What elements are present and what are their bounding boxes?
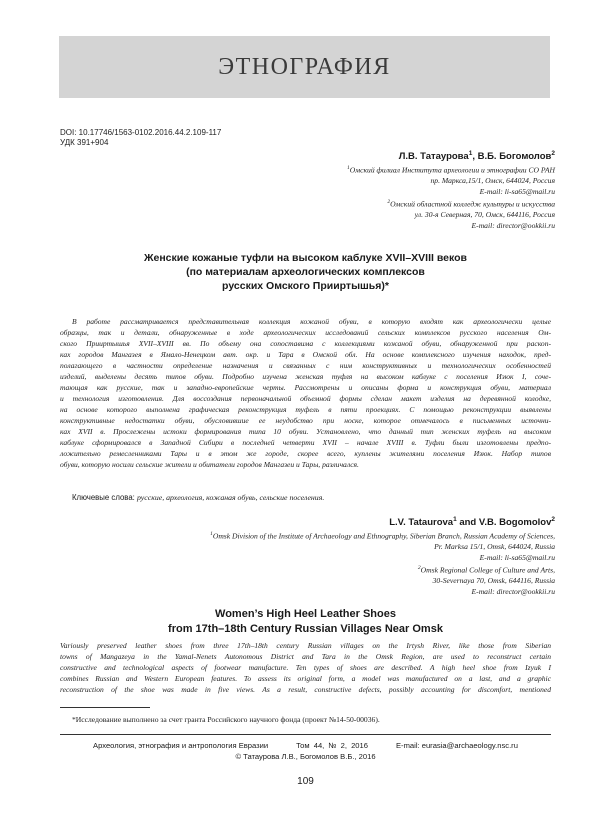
author-1-en: L.V. Tataurova bbox=[389, 517, 454, 529]
article-title-en bbox=[60, 607, 551, 636]
title-ru-line-2: (по материалам археологических комплексов bbox=[186, 266, 425, 278]
affiliation-en-email-1: E-mail: li-sa65@mail.ru bbox=[479, 552, 555, 562]
abstract-en-line: combines Russian and Western European features. To assess its original form, a model was manufactured on a last, and a graphic bbox=[60, 674, 551, 683]
affiliation-en bbox=[135, 529, 555, 598]
abstract-ru-line: ках городов Мангазея в Ямало-Ненецком авт. окр. и Тара в Омской обл. На основе комплексного изучения находок, пред- bbox=[60, 350, 551, 359]
journal-email: E-mail: eurasia@archaeology.nsc.ru bbox=[395, 741, 518, 750]
affiliation-en-sup-1: 1 bbox=[210, 531, 213, 537]
author-2-en-sup: 2 bbox=[551, 516, 555, 523]
authors-ru-separator: , bbox=[472, 151, 478, 163]
affiliation-en-line-2: Pr. Marksa 15/1, Omsk, 644024, Russia bbox=[434, 542, 555, 552]
affiliation-ru-email-1: E-mail: li-sa65@mail.ru bbox=[479, 186, 555, 196]
article-title-ru bbox=[60, 251, 551, 293]
copyright: © Татаурова Л.В., Богомолов В.Б., 2016 bbox=[235, 752, 376, 761]
affiliation-ru-sup-2: 2 bbox=[387, 199, 391, 206]
affiliation-en-line-5: 30-Severnaya 70, Omsk, 644116, Russia bbox=[432, 576, 555, 586]
author-1-ru: Л.В. Татаурова bbox=[398, 151, 469, 163]
abstract-ru-line: В работе рассматривается представительная коллекция кожаной обуви, в которую входят как археологически целые bbox=[72, 317, 551, 326]
abstract-en-line: Variously preserved leather shoes from three 17th–18th century Russian villages on the Irtysh River, like those from Siberian bbox=[60, 641, 551, 650]
abstract-ru-line: и технология изготовления. Для воссоздания первоначальной объемной формы сделан макет изделия на деревянной колодке, bbox=[60, 394, 551, 403]
abstract-ru-line: образцы, так и детали, обнаруженные в ходе археологических исследований сельских комплексов русского населения Ом- bbox=[60, 328, 551, 337]
affiliation-ru bbox=[235, 163, 555, 232]
footnote: *Исследование выполнено за счет гранта Российского научного фонда (проект №14-50-00036). bbox=[72, 715, 380, 724]
affiliation-ru-email-2: E-mail: director@ookkii.ru bbox=[471, 221, 555, 231]
abstract-ru-line: на основе которого выполнена графическая реконструкция туфель в пяти проекциях. С помощью реконструкции выявлены bbox=[60, 405, 551, 414]
footer-journal-line bbox=[60, 741, 551, 750]
affiliation-ru-sup-1: 1 bbox=[347, 165, 350, 171]
keywords-text: русские, археология, кожаная обувь, сельские поселения. bbox=[137, 493, 325, 502]
abstract-en-line: reconstruction of the shoe was made in five views. As a result, constructive defects, possibly accounting for discomfort, mentioned bbox=[60, 685, 551, 694]
abstract-ru-line: ках XVII в. Прослежены истоки формирования типа 10 обуви. Установлено, что данный тип женских туфель на высоком bbox=[60, 427, 551, 436]
keywords-label: Ключевые слова: bbox=[72, 493, 138, 502]
abstract-ru-line: каблуке сформировался в Западной Сибири в последней четверти XVII – начале XVIII в. Туфли были изготовлены предпо- bbox=[60, 438, 551, 447]
page-number: 109 bbox=[297, 776, 314, 787]
title-ru-line-3: русских Омского Прииртышья)* bbox=[222, 280, 389, 292]
affiliation-en-line-1 bbox=[135, 529, 555, 542]
title-en-line-2: from 17th–18th Century Russian Villages Near Omsk bbox=[168, 622, 443, 635]
author-1-ru-sup: 1 bbox=[468, 150, 473, 157]
affiliation-ru-line-1 bbox=[235, 163, 555, 176]
abstract-ru-line: полагающего в частности определение назначения и связанных с ним конструктивных и технологических особенностей bbox=[60, 361, 551, 370]
footnote-divider bbox=[60, 707, 150, 708]
affiliation-ru-org-1: Омский филиал Института археологии и этнографии СО РАН bbox=[349, 165, 555, 175]
affiliation-ru-org-2: Омский областной колледж культуры и искусства bbox=[390, 199, 555, 209]
keywords-ru bbox=[72, 493, 324, 502]
doi: DOI: 10.17746/1563-0102.2016.44.2.109-117 bbox=[60, 128, 222, 137]
abstract-ru-line: ского Прииртышья XVII–XVIII вв. По объему она сопоставима с коллекциями кожаной обуви, обнаруженной при раскоп- bbox=[60, 339, 551, 348]
abstract-ru-line: обуви, которую носили сельские жители и обитатели городов Мангазеи и Тары, различался. bbox=[60, 460, 359, 469]
affiliation-en-sup-2: 2 bbox=[417, 565, 421, 572]
title-en-line-1: Women’s High Heel Leather Shoes bbox=[215, 608, 396, 620]
journal-name: Археология, этнография и антропология Евразии bbox=[93, 741, 269, 750]
author-2-ru: В.Б. Богомолов bbox=[477, 151, 552, 163]
abstract-en-line: constructive and technological aspects of footwear manufacture. Ten types of shoes are described. A high heel shoe from Izyuk I bbox=[60, 663, 551, 672]
abstract-en bbox=[60, 640, 551, 695]
abstract-ru-line: ложительно ремесленниками Тары и в этом же городе, скорее всего, куплены жителями поселения Изюк. Набор типов bbox=[60, 449, 551, 458]
footer-divider bbox=[60, 734, 551, 735]
authors-en-separator: and bbox=[456, 517, 479, 529]
author-1-en-sup: 1 bbox=[453, 516, 457, 523]
abstract-ru-line: тающая как русские, так и западно-европейские черты. Рассмотрены и описаны форма и конструкция обуви, материал bbox=[60, 383, 551, 392]
section-banner bbox=[59, 36, 550, 98]
affiliation-en-org-1: Omsk Division of the Institute of Archaeology and Ethnography, Siberian Branch, Russian Academy of Sciences, bbox=[212, 531, 555, 541]
affiliation-ru-line-4 bbox=[235, 197, 555, 210]
authors-en bbox=[389, 516, 555, 528]
author-2-ru-sup: 2 bbox=[551, 150, 555, 157]
abstract-ru-line: изделий, выделены десять типов обуви. Подробно изучена женская туфля на высоком каблуке с поселения Изюк I, соче- bbox=[60, 372, 551, 381]
affiliation-en-email-2: E-mail: director@ookkii.ru bbox=[471, 587, 555, 597]
affiliation-en-org-2: Omsk Regional College of Culture and Arts, bbox=[420, 565, 555, 575]
affiliation-ru-line-5: ул. 30-я Северная, 70, Омск, 644116, Россия bbox=[414, 210, 555, 220]
abstract-en-line: towns of Mangazeya in the Yamal-Nenets Autonomous District and Tara in the Omsk Region, are used to reconstruct certain bbox=[60, 652, 551, 661]
abstract-ru-line: конструктивные недостатки обуви, обусловившие ее неудобство при носке, которое отмечалось в письменных источни- bbox=[60, 416, 551, 425]
affiliation-en-line-4 bbox=[135, 563, 555, 576]
authors-ru bbox=[399, 150, 555, 162]
abstract-ru bbox=[60, 316, 551, 470]
journal-volume: Том 44, № 2, 2016 bbox=[296, 741, 368, 750]
section-title: ЭТНОГРАФИЯ bbox=[218, 53, 391, 80]
affiliation-ru-line-2: пр. Маркса,15/1, Омск, 644024, Россия bbox=[430, 176, 555, 186]
title-ru-line-1: Женские кожаные туфли на высоком каблуке XVII–XVIII веков bbox=[144, 252, 467, 264]
author-2-en: V.B. Bogomolov bbox=[478, 517, 552, 529]
udk-code: УДК 391+904 bbox=[60, 138, 109, 147]
